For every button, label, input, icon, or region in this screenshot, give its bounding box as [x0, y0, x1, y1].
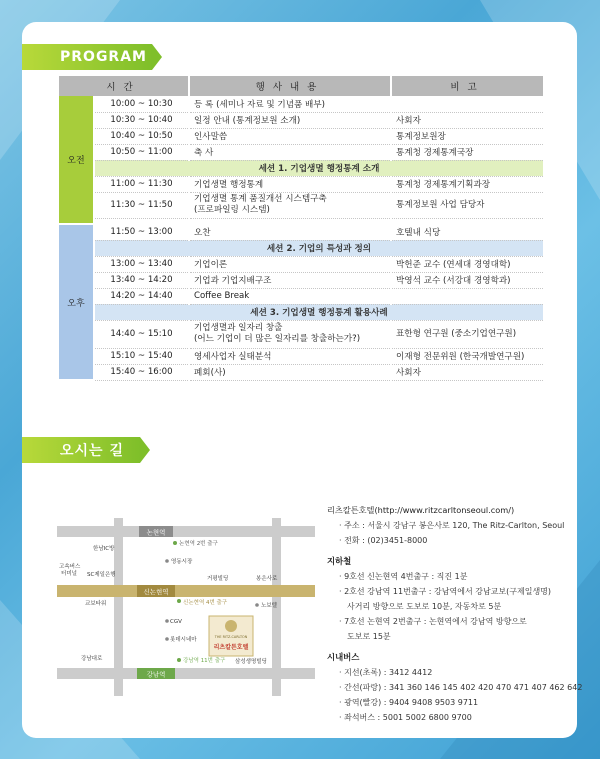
row-content: [189, 320, 391, 348]
bus-line: · 간선(파랑) : 341 360 146 145 402 420 470 471 407 462 642: [339, 683, 583, 692]
row-content: 기업이론: [189, 256, 391, 272]
table-row: [58, 272, 543, 288]
row-content: Coffee Break: [189, 288, 391, 304]
header-time: 시간: [58, 76, 189, 96]
poi-marker: [165, 619, 169, 623]
hotel-logo-text: THE RITZ-CARLTON: [214, 635, 248, 639]
table-row: [58, 320, 543, 348]
session-row: [58, 240, 543, 256]
bus-heading: 시내버스: [327, 652, 360, 662]
row-content: 폐회(사): [189, 364, 391, 380]
route-tab-label: 오시는 길: [60, 443, 124, 459]
subway-line: · 9호선 신논현역 4번출구 : 직진 1분: [339, 572, 468, 581]
road-nonhyeon: [57, 526, 315, 537]
row-note: 사회자: [391, 112, 543, 128]
hotel-name: 리츠칼튼호텔: [213, 644, 249, 651]
subway-line: · 7호선 논현역 2번출구 : 논현역에서 강남역 방향으로: [339, 617, 527, 626]
hotel-phone: · 전화 : (02)3451-8000: [339, 536, 428, 545]
label-cgv: CGV: [170, 619, 182, 625]
label-geopyeong: 거평빌딩: [207, 576, 229, 582]
row-time: 14:20 ~ 14:40: [94, 288, 189, 304]
subway-line: 사거리 방향으로 도보로 10분, 자동차로 5분: [347, 602, 502, 611]
row-content: 영세사업자 실태분석: [189, 348, 391, 364]
period-am: 오전: [58, 96, 94, 224]
row-content: 등 록 (세미나 자료 및 기념품 배부): [189, 96, 391, 112]
row-note: 박영석 교수 (서강대 경영학과): [391, 272, 543, 288]
row-content-line: 기업생멸과 일자리 창출: [194, 323, 283, 333]
row-content-line: (프로파일링 시스템): [194, 205, 270, 215]
row-content-line: 기업생멸 통계 품질개선 시스템구축: [194, 194, 327, 204]
row-note: [391, 96, 543, 112]
road-gangnam: [57, 668, 315, 679]
label-lotte: 롯데시네마: [170, 637, 197, 643]
row-content-line: (어느 기업이 더 많은 일자리를 창출하는가?): [194, 334, 361, 344]
label-exit-gangnam: 강남역 11번 출구: [183, 658, 226, 664]
row-time: 14:40 ~ 15:10: [94, 320, 189, 348]
label-youngdong-market: 영동시장: [171, 559, 193, 565]
label-bongeunsa: 봉은사로: [256, 576, 278, 582]
row-note: 박헌준 교수 (연세대 경영대학): [391, 256, 543, 272]
row-time: 10:00 ~ 10:30: [94, 96, 189, 112]
subway-heading: 지하철: [327, 556, 352, 566]
row-note: 통계정보원장: [391, 128, 543, 144]
table-row: [58, 256, 543, 272]
bus-line: · 좌석버스 : 5001 5002 6800 9700: [339, 713, 472, 722]
row-time: 13:00 ~ 13:40: [94, 256, 189, 272]
poi-marker: [255, 603, 259, 607]
header-note: 비고: [391, 76, 543, 96]
row-time: 11:50 ~ 13:00: [94, 224, 189, 240]
row-note: 통계청 경제통계기획과장: [391, 176, 543, 192]
label-gangnam-rotary: 강남대로: [81, 656, 103, 662]
row-note: 통계정보원 사업 담당자: [391, 192, 543, 218]
table-row: [58, 96, 543, 112]
program-table: [57, 76, 543, 381]
session-1-title: 세션 1. 기업생멸 행정통계 소개: [94, 160, 543, 176]
subway-line: 도보로 15분: [347, 632, 391, 641]
bus-line: · 광역(빨강) : 9404 9408 9503 9711: [339, 698, 479, 707]
session-2-title: 세션 2. 기업의 특성과 정의: [94, 240, 543, 256]
exit-marker: [173, 541, 177, 545]
station-nonhyeon: 논현역: [146, 528, 166, 537]
label-nobel: 노보텔: [261, 603, 277, 609]
row-note: [391, 288, 543, 304]
period-pm: 오후: [58, 224, 94, 380]
row-note: 통계청 경제통계국장: [391, 144, 543, 160]
row-note: 이재형 전문위원 (한국개발연구원): [391, 348, 543, 364]
session-3-title: 세션 3. 기업생멸 행정통계 활용사례: [94, 304, 543, 320]
hotel-logo-icon: [225, 620, 237, 632]
label-gyobo-tower: 교보타워: [85, 601, 107, 607]
poi-marker: [165, 637, 169, 641]
station-sinnonhyeon: 신논현역: [143, 588, 169, 596]
label-hannam: 한남IC방: [93, 546, 115, 552]
row-time: 11:30 ~ 11:50: [94, 192, 189, 218]
table-row: [58, 128, 543, 144]
road-sinnonhyeon: [57, 585, 315, 597]
table-row: [58, 192, 543, 218]
row-content: 기업생멸 행정통계: [189, 176, 391, 192]
label-exit-nonhyeon: 논현역 2번 출구: [179, 541, 218, 547]
table-row: [58, 288, 543, 304]
table-row: [58, 224, 543, 240]
row-time: 15:10 ~ 15:40: [94, 348, 189, 364]
row-content: 일정 안내 (통계정보원 소개): [189, 112, 391, 128]
label-samsung: 삼성생명빌딩: [235, 659, 267, 665]
row-time: 13:40 ~ 14:20: [94, 272, 189, 288]
exit-marker: [177, 599, 181, 603]
program-section-tab: [22, 44, 152, 70]
table-row: [58, 348, 543, 364]
station-gangnam: 강남역: [146, 670, 166, 679]
table-row: [58, 112, 543, 128]
row-content: 오찬: [189, 224, 391, 240]
directions-info: [327, 503, 583, 725]
poi-marker: [165, 559, 169, 563]
row-content: 인사말씀: [189, 128, 391, 144]
program-table-header: [58, 76, 543, 96]
hotel-address: · 주소 : 서울시 강남구 봉은사로 120, The Ritz-Carlton, Seoul: [339, 521, 565, 530]
row-note: 사회자: [391, 364, 543, 380]
session-row: [58, 304, 543, 320]
program-tab-label: PROGRAM: [60, 49, 147, 65]
subway-line: · 2호선 강남역 11번출구 : 강남역에서 강남교보(구제일생명): [339, 587, 552, 596]
row-content: [189, 192, 391, 218]
location-map: [57, 510, 315, 706]
row-note: 표한형 연구원 (중소기업연구원): [391, 320, 543, 348]
hotel-title: 리츠칼튼호텔(http://www.ritzcarltonseoul.com/): [327, 505, 515, 515]
row-note: 호텔내 식당: [391, 224, 543, 240]
exit-marker: [177, 658, 181, 662]
header-content: 행사내용: [189, 76, 391, 96]
bus-line: · 지선(초록) : 3412 4412: [339, 668, 433, 677]
row-time: 10:40 ~ 10:50: [94, 128, 189, 144]
label-exit-sinnonhyeon: 신논현역 4번 출구: [183, 600, 228, 606]
row-content: 기업과 기업지배구조: [189, 272, 391, 288]
row-time: 10:50 ~ 11:00: [94, 144, 189, 160]
route-section-tab: [22, 437, 140, 463]
row-time: 15:40 ~ 16:00: [94, 364, 189, 380]
row-time: 10:30 ~ 10:40: [94, 112, 189, 128]
row-content: 축 사: [189, 144, 391, 160]
label-express-bus: 고속버스 터미널: [59, 564, 81, 577]
row-time: 11:00 ~ 11:30: [94, 176, 189, 192]
table-row: [58, 144, 543, 160]
table-row: [58, 176, 543, 192]
session-row: [58, 160, 543, 176]
table-row: [58, 364, 543, 380]
label-sc-bank: SC제일은행: [87, 572, 116, 578]
